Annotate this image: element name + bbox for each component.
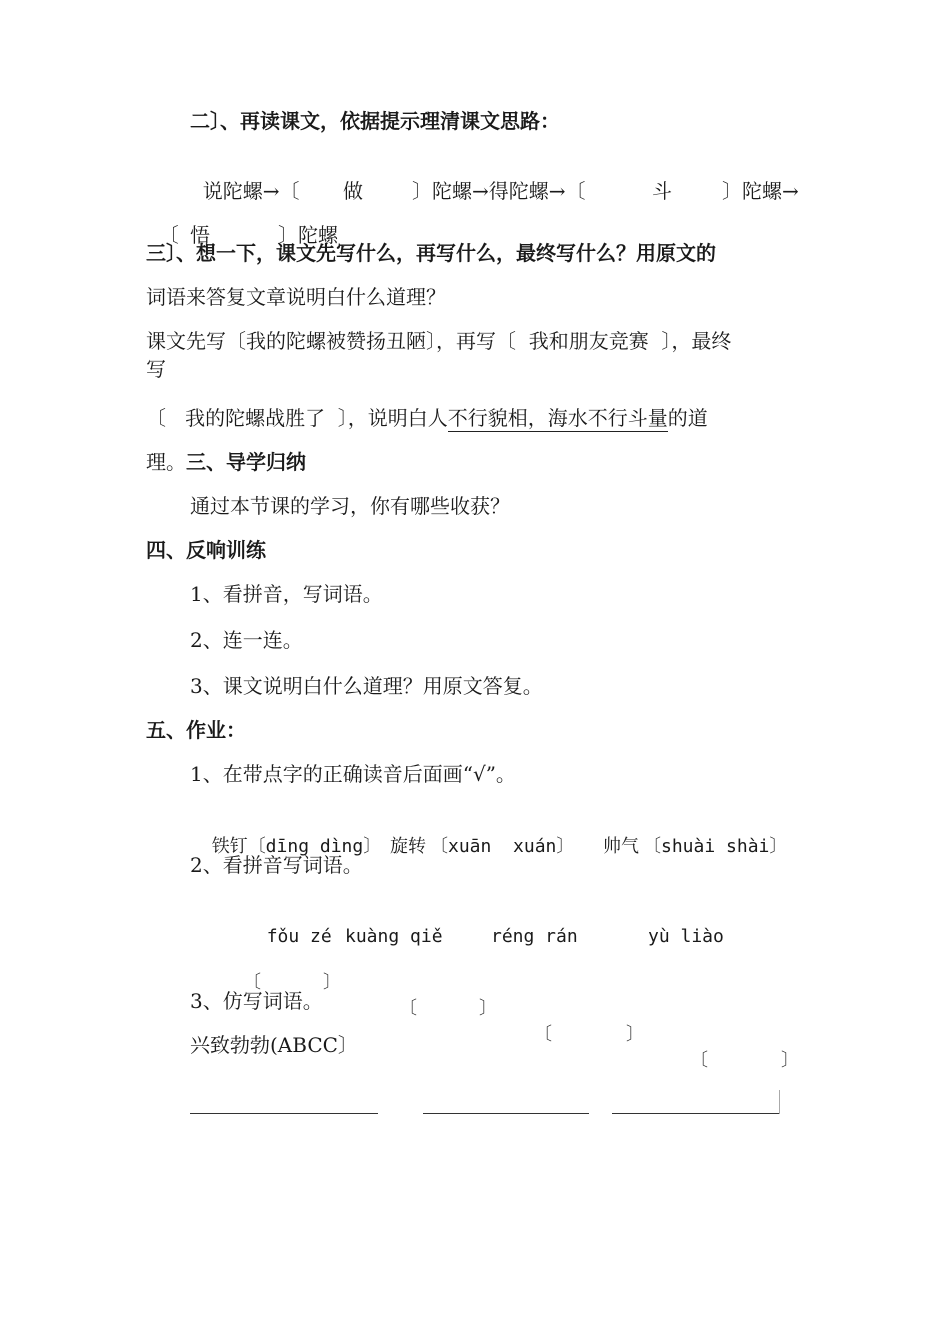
homework-q2: 2、看拼音写词语。 (190, 853, 363, 877)
section-3-question-line-2: 词语来答复文章说明白什么道理？ (146, 285, 446, 309)
answer-blank-1: 做 (343, 179, 363, 203)
homework-q1: 1、在带点字的正确读音后面画“√”。 (190, 762, 516, 786)
word-1: 铁钉 (211, 836, 248, 857)
pinyin-3: 〔shuài shài〕 (643, 836, 788, 857)
section-3-answer-line-2: 写 (146, 357, 166, 381)
section-3-question-label: 三〕、想一下，课文先写什么，再写什么，最终写什么？用原文的 (146, 241, 716, 265)
writing-line-2[interactable] (423, 1113, 589, 1114)
pinyin-word-4: yù liào (648, 926, 724, 947)
word-2: 旋转 (390, 836, 426, 857)
summary-question: 通过本节课的学习，你有哪些收获？ (190, 494, 510, 518)
homework-q3-example: 兴致勃勃(ABCC〕 (190, 1033, 358, 1057)
row1-part-2: 〕陀螺→得陀螺→〔 (412, 179, 586, 203)
pinyin-word-1: fǒu zé (266, 926, 332, 947)
section-3-answer-line-3 (146, 405, 708, 431)
line-end-mark (779, 1090, 780, 1114)
section-2-heading: 二〕、再读课文，依据提示理清课文思路： (190, 109, 560, 133)
answer-blank-2: 斗 (652, 179, 672, 203)
bracket-open-3: 〔 (534, 1024, 552, 1045)
section-3-answer-line-1: 课文先写〔我的陀螺被赞扬丑陋〕，再写〔 我和朋友竞赛 〕，最终 (146, 329, 732, 353)
pinyin-1: 〔dīng dìng〕 (247, 836, 382, 857)
bracket-open-1: 〔 (243, 972, 261, 993)
section-2-row-1 (190, 152, 799, 204)
answer-blank-3: 悟 (190, 223, 210, 247)
section-4-item-2: 2、连一连。 (190, 628, 303, 652)
pinyin-row (245, 898, 724, 950)
section-5-heading: 五、作业： (146, 718, 246, 742)
answer-line-3-prefix: 〔 我的陀螺战胜了 〕，说明白人 (146, 406, 448, 430)
summary-line (146, 449, 306, 475)
answer-line-3-suffix: 的道 (667, 406, 708, 430)
underlined-moral: 不行貌相，海水不行斗量 (447, 406, 668, 430)
bracket-close-3: 〕 (626, 1024, 644, 1045)
writing-line-1[interactable] (190, 1113, 378, 1114)
bracket-close-4: 〕 (781, 1050, 799, 1071)
row2-part-2: 〕陀螺 (278, 223, 338, 247)
bracket-close-2: 〕 (479, 998, 497, 1019)
pinyin-word-3: réng rán (491, 926, 578, 947)
bracket-open-4: 〔 (690, 1050, 708, 1071)
homework-q3: 3、仿写词语。 (190, 989, 323, 1013)
pinyin-2: 〔xuān xuán〕 (430, 836, 575, 857)
bracket-open-2: 〔 (399, 998, 417, 1019)
bracket-close-1: 〕 (323, 972, 341, 993)
section-4-item-1: 1、看拼音，写词语。 (190, 582, 383, 606)
section-4-item-3: 3、课文说明白什么道理？用原文答复。 (190, 674, 543, 698)
pinyin-word-2: kuàng qiě (345, 926, 443, 947)
line-tail: 理。 (146, 450, 186, 474)
writing-line-3[interactable] (612, 1113, 779, 1114)
row1-part-3: 〕陀螺→ (722, 179, 799, 203)
summary-heading: 三、导学归纳 (186, 450, 306, 474)
section-4-heading: 四、反响训练 (146, 538, 266, 562)
section-3-question-line-1 (146, 240, 716, 266)
row2-part-1: 〔 (158, 223, 179, 247)
row1-part-1: 说陀螺→〔 (202, 179, 300, 203)
word-3: 帅气 (603, 836, 639, 857)
